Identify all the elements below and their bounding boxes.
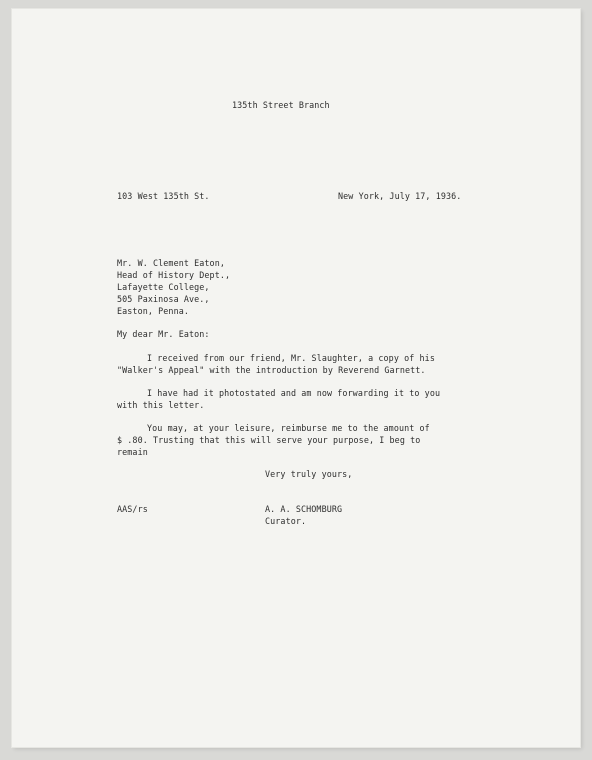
body-paragraph-line: "Walker's Appeal" with the introduction by Reverend Garnett. (117, 365, 426, 375)
sender-address: 103 West 135th St. (117, 191, 210, 201)
closing: Very truly yours, (265, 469, 353, 479)
recipient-line: Head of History Dept., (117, 270, 231, 280)
body-paragraph-line: I received from our friend, Mr. Slaughter, a copy of his (147, 353, 435, 363)
signature-title: Curator. (265, 516, 307, 526)
recipient-line: Easton, Penna. (117, 306, 189, 316)
recipient-line: 505 Paxinosa Ave., (117, 294, 210, 304)
recipient-line: Lafayette College, (117, 282, 210, 292)
letterhead-branch: 135th Street Branch (232, 100, 330, 110)
body-paragraph-line: $ .80. Trusting that this will serve your purpose, I beg to (117, 435, 421, 445)
place-date: New York, July 17, 1936. (338, 191, 462, 201)
body-paragraph-line: remain (117, 447, 148, 457)
body-paragraph-line: I have had it photostated and am now forwarding it to you (147, 388, 441, 398)
salutation: My dear Mr. Eaton: (117, 329, 210, 339)
typist-initials: AAS/rs (117, 504, 148, 514)
letter-page (12, 9, 580, 747)
body-paragraph-line: with this letter. (117, 400, 205, 410)
recipient-line: Mr. W. Clement Eaton, (117, 258, 225, 268)
body-paragraph-line: You may, at your leisure, reimburse me to the amount of (147, 423, 430, 433)
signature-name: A. A. SCHOMBURG (265, 504, 343, 514)
